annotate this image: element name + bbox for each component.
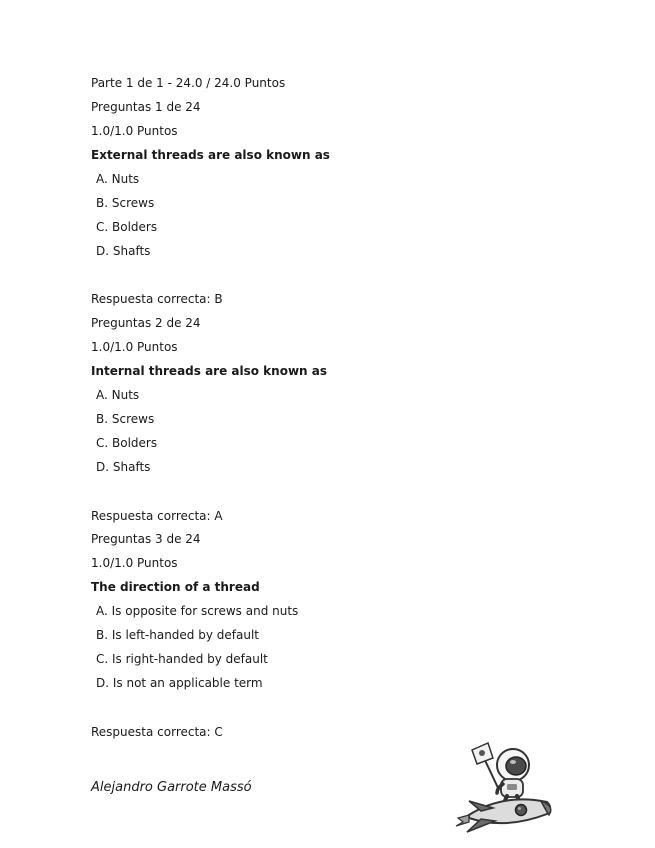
question-text: The direction of a thread bbox=[91, 580, 260, 594]
answer-option: A. Is opposite for screws and nuts bbox=[96, 604, 299, 618]
answer-option: D. Shafts bbox=[96, 244, 151, 258]
question-text: Internal threads are also known as bbox=[91, 364, 327, 378]
question-counter: Preguntas 1 de 24 bbox=[91, 100, 201, 114]
answer-option: A. Nuts bbox=[96, 388, 140, 402]
question-points: 1.0/1.0 Puntos bbox=[91, 340, 178, 354]
question-points: 1.0/1.0 Puntos bbox=[91, 124, 178, 138]
answer-option: D. Shafts bbox=[96, 460, 151, 474]
author-name: Alejandro Garrote Massó bbox=[91, 780, 252, 795]
answer-option: B. Is left-handed by default bbox=[96, 628, 259, 642]
answer-option: A. Nuts bbox=[96, 172, 140, 186]
correct-answer: Respuesta correcta: C bbox=[91, 725, 223, 739]
question-text: External threads are also known as bbox=[91, 148, 330, 162]
astronaut-rocket-icon bbox=[455, 738, 560, 842]
correct-answer: Respuesta correcta: A bbox=[91, 509, 223, 523]
question-points: 1.0/1.0 Puntos bbox=[91, 556, 178, 570]
answer-option: C. Bolders bbox=[96, 436, 158, 450]
part-summary: Parte 1 de 1 - 24.0 / 24.0 Puntos bbox=[91, 76, 286, 90]
answer-option: B. Screws bbox=[96, 412, 155, 426]
question-counter: Preguntas 2 de 24 bbox=[91, 316, 201, 330]
answer-option: C. Bolders bbox=[96, 220, 158, 234]
answer-option: C. Is right-handed by default bbox=[96, 652, 268, 666]
answer-option: D. Is not an applicable term bbox=[96, 676, 263, 690]
question-counter: Preguntas 3 de 24 bbox=[91, 532, 201, 546]
correct-answer: Respuesta correcta: B bbox=[91, 292, 223, 306]
answer-option: B. Screws bbox=[96, 196, 155, 210]
